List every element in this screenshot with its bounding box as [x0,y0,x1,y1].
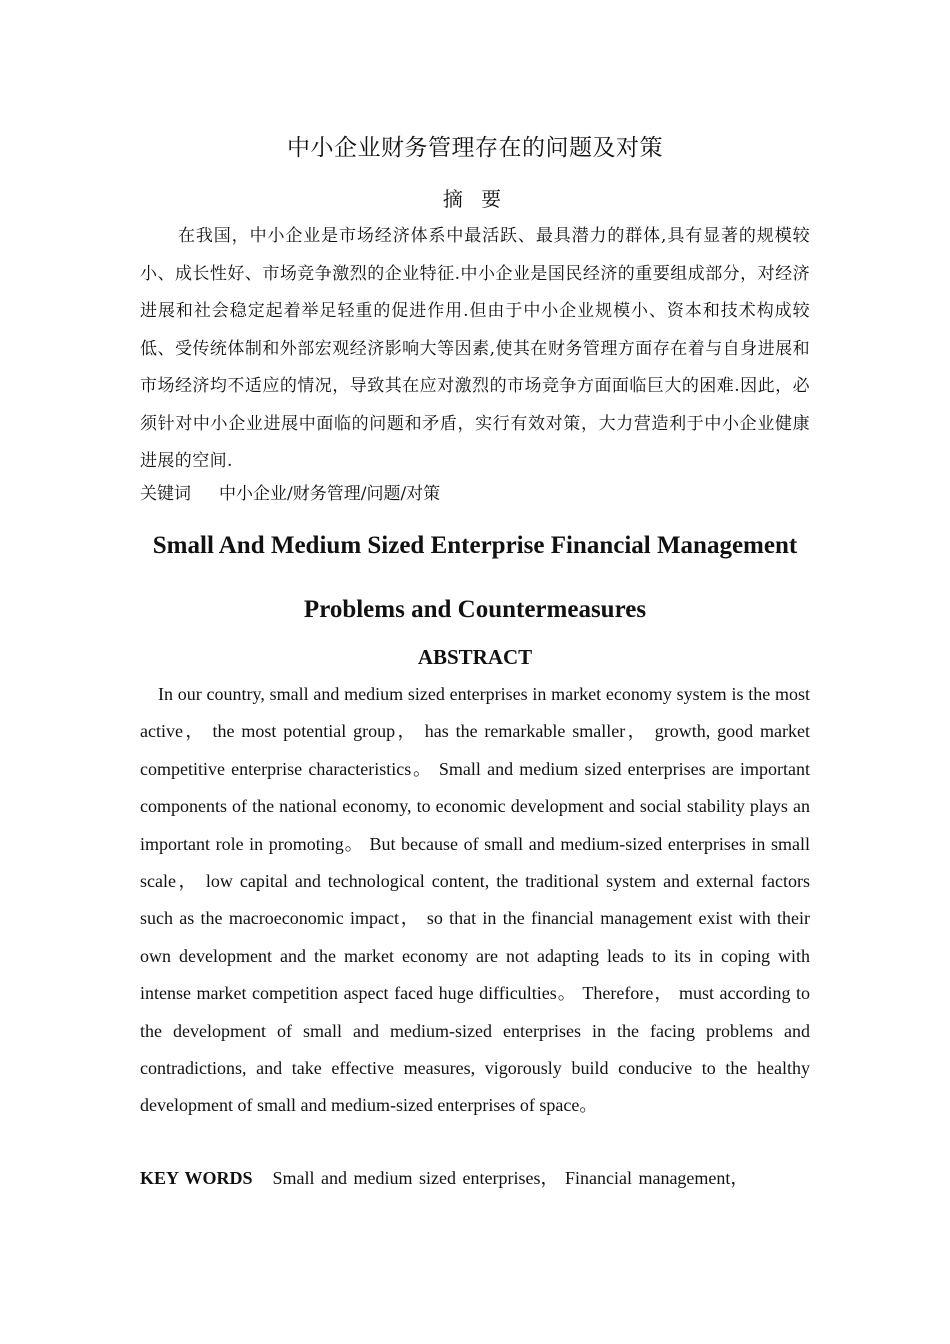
chinese-abstract-body: 在我国，中小企业是市场经济体系中最活跃、最具潜力的群体,具有显著的规模较小、成长性好、市场竞争激烈的企业特征.中小企业是国民经济的重要组成部分，对经济进展和社会稳定起着举足轻重的促进作用.但由于中小企业规模小、资本和技术构成较低、受传统体制和外部宏观经济影响大等因素,使其在财务管理方面存在着与自身进展和市场经济均不适应的情况，导致其在应对激烈的市场竞争方面面临巨大的困难.因此，必须针对中小企业进展中面临的问题和矛盾，实行有效对策，大力营造利于中小企业健康进展的空间. [140,226,810,471]
english-abstract-body: In our country, small and medium sized enterprises in market economy system is the most active， the most potential group， has the remarkable smaller， growth, good market competitive enterprise characteristics。 Small and medium sized enterprises are important components of the national economy, to economic development and social stability plays an important role in promoting。 But because of small and medium-sized enterprises in small scale， low capital and technological content, the traditional system and external factors such as the macroeconomic impact， so that in the financial management exist with their own development and the market economy are not adapting leads to its in coping with intense market competition aspect faced huge difficulties。 Therefore， must according to the development of small and medium-sized enterprises in the facing problems and contradictions, and take effective measures, vigorously build conducive to the healthy development of small and medium-sized enterprises of space。 [140,684,810,1116]
chinese-abstract-heading: 摘 要 [442,187,508,211]
english-title: Small And Medium Sized Enterprise Financial Management Problems and Countermeasures [152,532,798,623]
chinese-title: 中小企业财务管理存在的问题及对策 [287,135,663,161]
chinese-keywords-label: 关键词 [140,484,191,504]
chinese-keywords [140,480,810,508]
english-abstract-heading: ABSTRACT [417,645,533,669]
document-page [140,0,810,1344]
english-keywords [140,1164,810,1192]
chinese-keywords-value: 中小企业/财务管理/问题/对策 [219,484,441,504]
english-keywords-label: KEY WORDS [140,1168,253,1188]
english-keywords-value: Small and medium sized enterprises， Financial management， [272,1168,749,1188]
